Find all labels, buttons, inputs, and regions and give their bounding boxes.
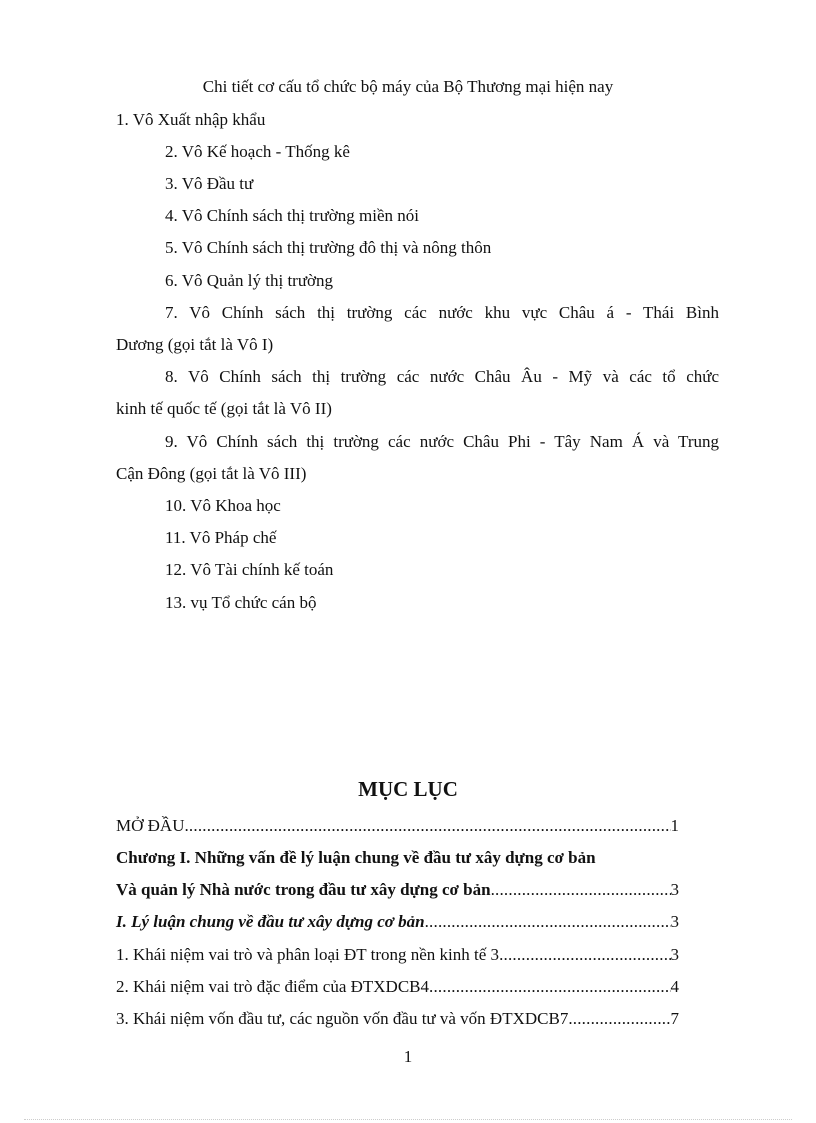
page-number: 1 [403,1047,413,1066]
toc-chapter-heading[interactable]: Chương I. Những vấn đề lý luận chung về đầu tư xây dựng cơ bản [116,848,596,867]
org-item: 2. Vô Kế hoạch - Thống kê [165,142,350,161]
toc-leader-dots [429,977,670,997]
org-item: 11. Vô Pháp chế [165,528,277,547]
org-item-continued: kinh tế quốc tế (gọi tắt là Vô II) [116,399,332,418]
toc-leader-dots [425,912,671,932]
toc-entry-text: I. Lý luận chung về đầu tư xây dựng cơ bản [116,912,425,931]
org-item: 6. Vô Quản lý thị trường [165,271,334,290]
toc-entry-text: 2. Khái niệm vai trò đặc điểm của ĐTXDCB4 [116,977,430,996]
toc-entry[interactable] [116,1009,679,1029]
org-item-continued: Dương (gọi tắt là Vô I) [116,335,274,354]
bottom-divider [24,1119,792,1120]
toc-entry-text: 1. Khái niệm vai trò và phân loại ĐT trong nền kinh tế 3 [116,945,500,964]
toc-entry[interactable] [116,880,679,900]
toc-leader-dots [184,816,670,836]
toc-entry[interactable] [116,912,679,932]
toc-entry-page: 3 [670,945,679,964]
toc-entry-text: 3. Khái niệm vốn đầu tư, các nguồn vốn đầu tư và vốn ĐTXDCB7 [116,1009,569,1028]
toc-entry-page: 7 [670,1009,679,1028]
toc-entry[interactable] [116,816,679,836]
toc-entry-page: 1 [670,816,679,835]
org-item: 1. Vô Xuất nhập khẩu [116,110,266,129]
toc-entry-page: 4 [670,977,679,996]
org-item-continued: Cận Đông (gọi tắt là Vô III) [116,464,307,483]
org-item: 13. vụ Tổ chức cán bộ [165,593,317,612]
org-item: 7. Vô Chính sách thị trường các nước khu vực Châu á - Thái Bình [165,303,719,322]
org-item: 3. Vô Đầu tư [165,174,254,193]
org-item: 8. Vô Chính sách thị trường các nước Châu Âu - Mỹ và các tổ chức [165,367,719,386]
toc-leader-dots [499,945,670,965]
toc-entry-page: 3 [670,880,679,899]
toc-title: MỤC LỤC [358,777,458,801]
toc-entry-page: 3 [670,912,679,931]
toc-leader-dots [491,880,671,900]
org-item: 12. Vô Tài chính kế toán [165,560,334,579]
org-heading: Chi tiết cơ cấu tổ chức bộ máy của Bộ Thương mại hiện nay [202,77,614,96]
org-item: 4. Vô Chính sách thị trường miền nói [165,206,419,225]
toc-entry[interactable] [116,945,679,965]
org-item: 5. Vô Chính sách thị trường đô thị và nông thôn [165,238,492,257]
toc-leader-dots [568,1009,670,1029]
toc-entry-text: MỞ ĐẦU [116,816,185,835]
org-item: 9. Vô Chính sách thị trường các nước Châu Phi - Tây Nam Á và Trung [165,432,719,451]
toc-entry[interactable] [116,977,679,997]
org-item: 10. Vô Khoa học [165,496,281,515]
toc-entry-text: Và quản lý Nhà nước trong đầu tư xây dựng cơ bản [116,880,491,899]
